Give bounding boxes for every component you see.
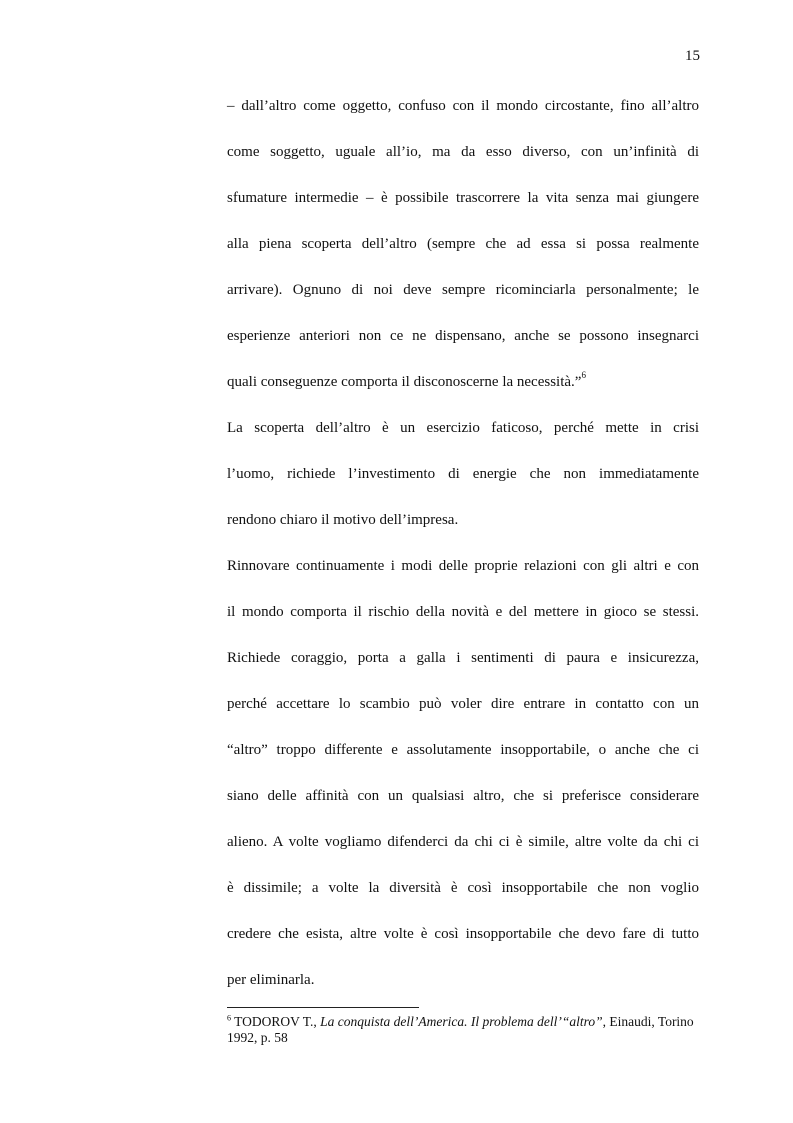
footnote-title: La conquista dell’America. Il problema dell’“altro” [320,1014,603,1029]
body-line: credere che esista, altre volte è così insopportabile che devo fare di tutto [227,926,699,942]
footnote-line-2: 1992, p. 58 [227,1030,288,1045]
body-line: rendono chiaro il motivo dell’impresa. [227,512,459,528]
footnote-line-1 [227,1014,699,1030]
body-line: alla piena scoperta dell’altro (sempre che ad essa si possa realmente [227,236,699,252]
body-line: perché accettare lo scambio può voler dire entrare in contatto con un [227,696,699,712]
body-line: La scoperta dell’altro è un esercizio faticoso, perché mette in crisi [227,420,699,436]
page-number: 15 [685,48,700,64]
footnote-author: TODOROV T., [234,1014,321,1029]
body-line: il mondo comporta il rischio della novità e del mettere in gioco se stessi. [227,604,699,620]
body-line: esperienze anteriori non ce ne dispensano, anche se possono insegnarci [227,328,699,344]
body-line: è dissimile; a volte la diversità è così insopportabile che non voglio [227,880,699,896]
body-line: sfumature intermedie – è possibile trascorrere la vita senza mai giungere [227,190,699,206]
body-line: Rinnovare continuamente i modi delle proprie relazioni con gli altri e con [227,558,699,574]
footnote-reference: 6 [581,370,586,380]
footnote-separator [227,1007,419,1008]
body-line: alieno. A volte vogliamo difenderci da chi ci è simile, altre volte da chi ci [227,834,699,850]
body-line: quali conseguenze comporta il disconoscerne la necessità.” [227,374,582,390]
footnote [227,1014,699,1046]
footnote-publisher: , Einaudi, Torino [602,1014,694,1029]
body-line: siano delle affinità con un qualsiasi altro, che si preferisce considerare [227,788,699,804]
body-line: – dall’altro come oggetto, confuso con il mondo circostante, fino all’altro [227,98,699,114]
body-line: per eliminarla. [227,972,315,988]
body-line-with-footnote [227,372,699,392]
body-line: come soggetto, uguale all’io, ma da esso diverso, con un’infinità di [227,144,699,160]
body-line: l’uomo, richiede l’investimento di energie che non immediatamente [227,466,699,482]
body-line: “altro” troppo differente e assolutamente insopportabile, o anche che ci [227,742,699,758]
body-line: arrivare). Ognuno di noi deve sempre ricominciarla personalmente; le [227,282,699,298]
footnote-marker: 6 [227,1013,231,1023]
body-line: Richiede coraggio, porta a galla i sentimenti di paura e insicurezza, [227,650,699,666]
